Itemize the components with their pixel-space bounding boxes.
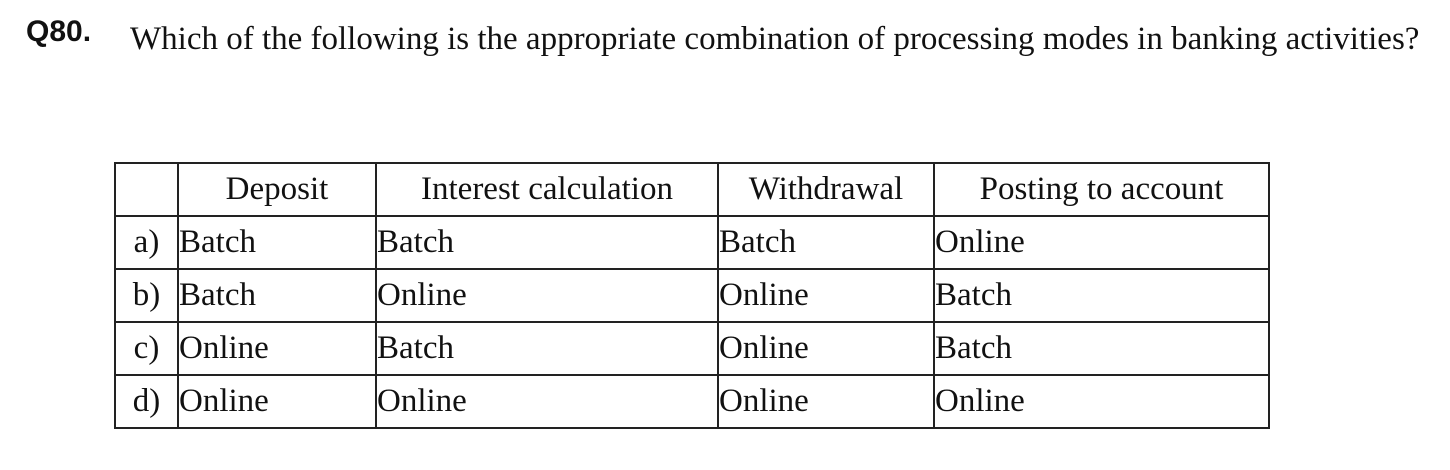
cell-interest-calculation: Online: [376, 375, 718, 428]
table-row-c: [115, 322, 1269, 375]
header-withdrawal: Withdrawal: [718, 163, 934, 216]
option-label: a): [115, 216, 178, 269]
cell-posting-to-account: Batch: [934, 269, 1269, 322]
cell-deposit: Batch: [178, 269, 376, 322]
cell-posting-to-account: Online: [934, 375, 1269, 428]
cell-posting-to-account: Batch: [934, 322, 1269, 375]
cell-deposit: Online: [178, 375, 376, 428]
cell-interest-calculation: Batch: [376, 322, 718, 375]
header-deposit: Deposit: [178, 163, 376, 216]
option-label: c): [115, 322, 178, 375]
options-table: [114, 162, 1270, 429]
table-row-b: [115, 269, 1269, 322]
cell-withdrawal: Online: [718, 375, 934, 428]
header-interest-calculation: Interest calculation: [376, 163, 718, 216]
header-option: [115, 163, 178, 216]
cell-deposit: Online: [178, 322, 376, 375]
cell-withdrawal: Online: [718, 322, 934, 375]
question-text: Which of the following is the appropriate combination of processing modes in banking activities?: [130, 21, 1420, 57]
cell-interest-calculation: Online: [376, 269, 718, 322]
table-row-a: [115, 216, 1269, 269]
cell-deposit: Batch: [178, 216, 376, 269]
option-label: b): [115, 269, 178, 322]
option-label: d): [115, 375, 178, 428]
cell-posting-to-account: Online: [934, 216, 1269, 269]
table-row-d: [115, 375, 1269, 428]
header-posting-to-account: Posting to account: [934, 163, 1269, 216]
cell-interest-calculation: Batch: [376, 216, 718, 269]
cell-withdrawal: Online: [718, 269, 934, 322]
header-row: [115, 163, 1269, 216]
cell-withdrawal: Batch: [718, 216, 934, 269]
question-number: Q80.: [26, 15, 92, 48]
